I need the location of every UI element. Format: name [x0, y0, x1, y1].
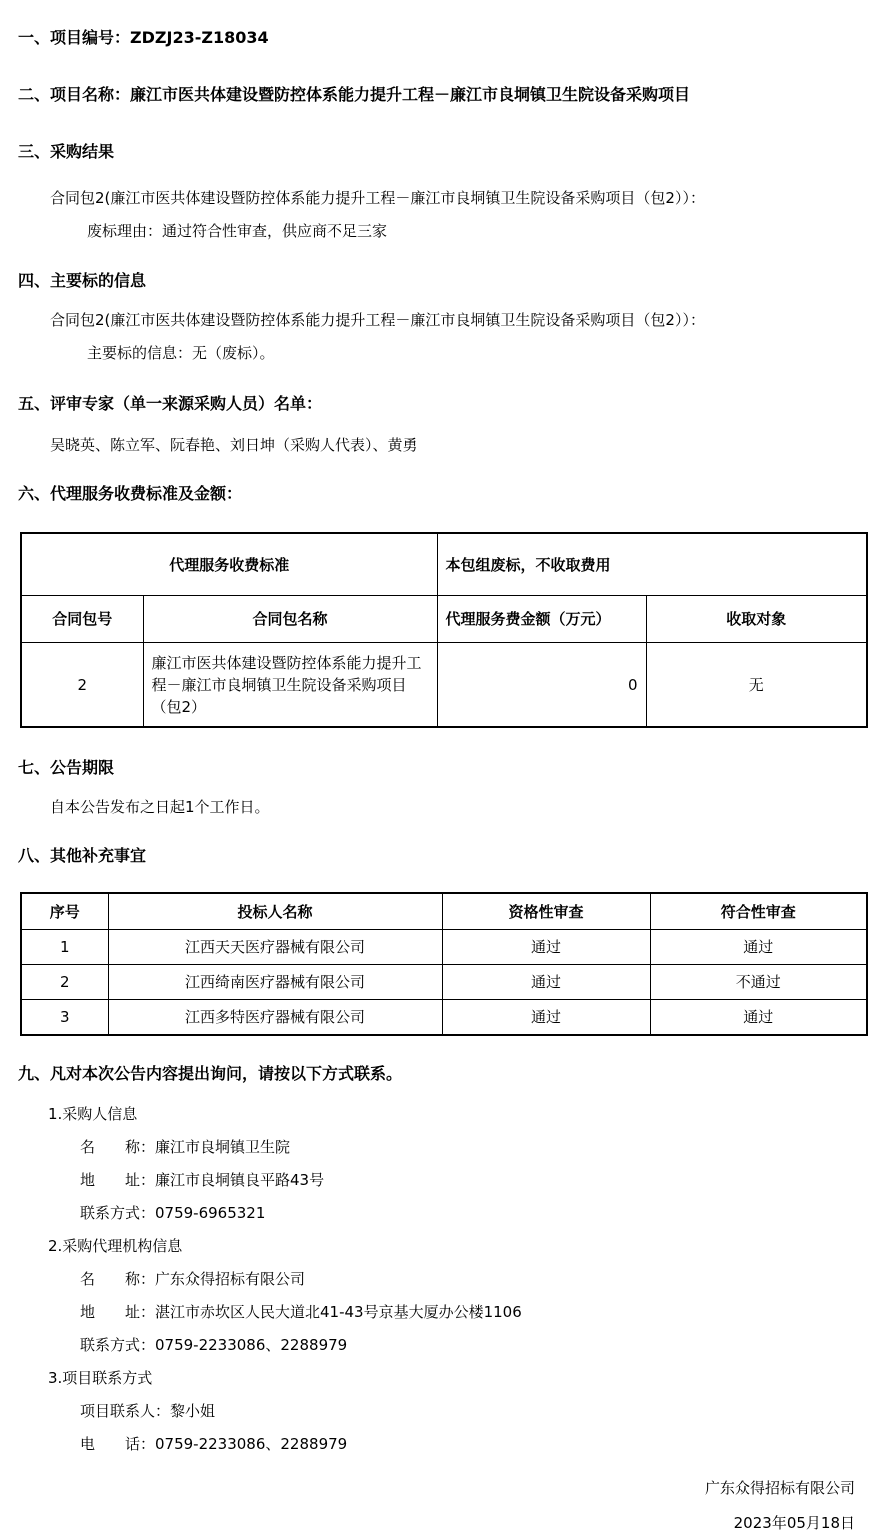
section-4-subject-info: 主要标的信息：无（废标）。 — [87, 344, 275, 362]
footer-date: 2023年05月18日 — [733, 1514, 855, 1532]
fee-note-merged-cell: 本包组废标，不收取费用 — [437, 533, 867, 596]
review-cell-no: 2 — [21, 965, 108, 1000]
review-table-header-row — [21, 893, 867, 930]
section-9-heading: 九、凡对本次公告内容提出询问，请按以下方式联系。 — [18, 1064, 403, 1083]
review-cell-conformity: 通过 — [650, 1000, 867, 1036]
fee-table — [20, 532, 868, 728]
agency-address: 地 址：湛江市赤坎区人民大道北41-43号京基大厦办公楼1106 — [80, 1303, 522, 1321]
fee-header-package-name: 合同包名称 — [143, 596, 437, 643]
fee-cell-package-no: 2 — [21, 643, 143, 728]
fee-table-header-row — [21, 596, 867, 643]
review-header-no: 序号 — [21, 893, 108, 930]
review-table-row — [21, 965, 867, 1000]
purchaser-address: 地 址：廉江市良垌镇良平路43号 — [80, 1171, 325, 1189]
project-contact-person: 项目联系人：黎小姐 — [80, 1402, 216, 1420]
footer-company-name: 广东众得招标有限公司 — [704, 1479, 855, 1497]
review-table-row — [21, 930, 867, 965]
purchaser-phone: 联系方式：0759-6965321 — [80, 1204, 266, 1222]
expert-name-list: 吴晓英、陈立军、阮春艳、刘日坤（采购人代表）、黄勇 — [50, 436, 418, 454]
section-3-reject-reason: 废标理由：通过符合性审查，供应商不足三家 — [87, 222, 388, 240]
fee-header-amount: 代理服务费金额（万元） — [437, 596, 646, 643]
section-3-heading: 三、采购结果 — [18, 142, 115, 161]
fee-cell-package-name: 廉江市医共体建设暨防控体系能力提升工程－廉江市良垌镇卫生院设备采购项目（包2） — [143, 643, 437, 728]
section-7-heading: 七、公告期限 — [18, 758, 115, 777]
section-6-heading: 六、代理服务收费标准及金额： — [18, 484, 243, 503]
review-cell-qualification: 通过 — [442, 965, 650, 1000]
section-4-package-line: 合同包2(廉江市医共体建设暨防控体系能力提升工程－廉江市良垌镇卫生院设备采购项目（包2））： — [50, 311, 705, 329]
project-contact-title: 3.项目联系方式 — [48, 1369, 153, 1387]
section-4-heading: 四、主要标的信息 — [18, 271, 147, 290]
section-1-heading: 一、项目编号：ZDZJ23-Z18034 — [18, 28, 269, 47]
announcement-period: 自本公告发布之日起1个工作日。 — [50, 798, 270, 816]
purchaser-info-title: 1.采购人信息 — [48, 1105, 138, 1123]
review-cell-no: 3 — [21, 1000, 108, 1036]
review-table — [20, 892, 868, 1036]
review-header-bidder: 投标人名称 — [108, 893, 442, 930]
review-table-row — [21, 1000, 867, 1036]
review-header-qualification: 资格性审查 — [442, 893, 650, 930]
agency-info-title: 2.采购代理机构信息 — [48, 1237, 183, 1255]
review-cell-no: 1 — [21, 930, 108, 965]
review-cell-qualification: 通过 — [442, 1000, 650, 1036]
review-cell-bidder: 江西天天医疗器械有限公司 — [108, 930, 442, 965]
section-2-heading: 二、项目名称：廉江市医共体建设暨防控体系能力提升工程－廉江市良垌镇卫生院设备采购项目 — [18, 85, 691, 104]
section-5-heading: 五、评审专家（单一来源采购人员）名单： — [18, 394, 323, 413]
purchaser-name: 名 称：廉江市良垌镇卫生院 — [80, 1138, 291, 1156]
fee-header-package-no: 合同包号 — [21, 596, 143, 643]
review-cell-bidder: 江西多特医疗器械有限公司 — [108, 1000, 442, 1036]
project-contact-phone: 电 话：0759-2233086、2288979 — [80, 1435, 348, 1453]
review-header-conformity: 符合性审查 — [650, 893, 867, 930]
section-3-package-line: 合同包2(廉江市医共体建设暨防控体系能力提升工程－廉江市良垌镇卫生院设备采购项目（包2））： — [50, 189, 705, 207]
fee-header-target: 收取对象 — [646, 596, 867, 643]
fee-table-merged-row — [21, 533, 867, 596]
review-cell-bidder: 江西绮南医疗器械有限公司 — [108, 965, 442, 1000]
agency-phone: 联系方式：0759-2233086、2288979 — [80, 1336, 348, 1354]
review-cell-conformity: 不通过 — [650, 965, 867, 1000]
agency-name: 名 称：广东众得招标有限公司 — [80, 1270, 306, 1288]
fee-standard-merged-cell: 代理服务收费标准 — [21, 533, 437, 596]
fee-table-row — [21, 643, 867, 728]
section-8-heading: 八、其他补充事宜 — [18, 846, 147, 865]
fee-cell-amount: 0 — [437, 643, 646, 728]
review-cell-conformity: 通过 — [650, 930, 867, 965]
review-cell-qualification: 通过 — [442, 930, 650, 965]
fee-cell-target: 无 — [646, 643, 867, 728]
